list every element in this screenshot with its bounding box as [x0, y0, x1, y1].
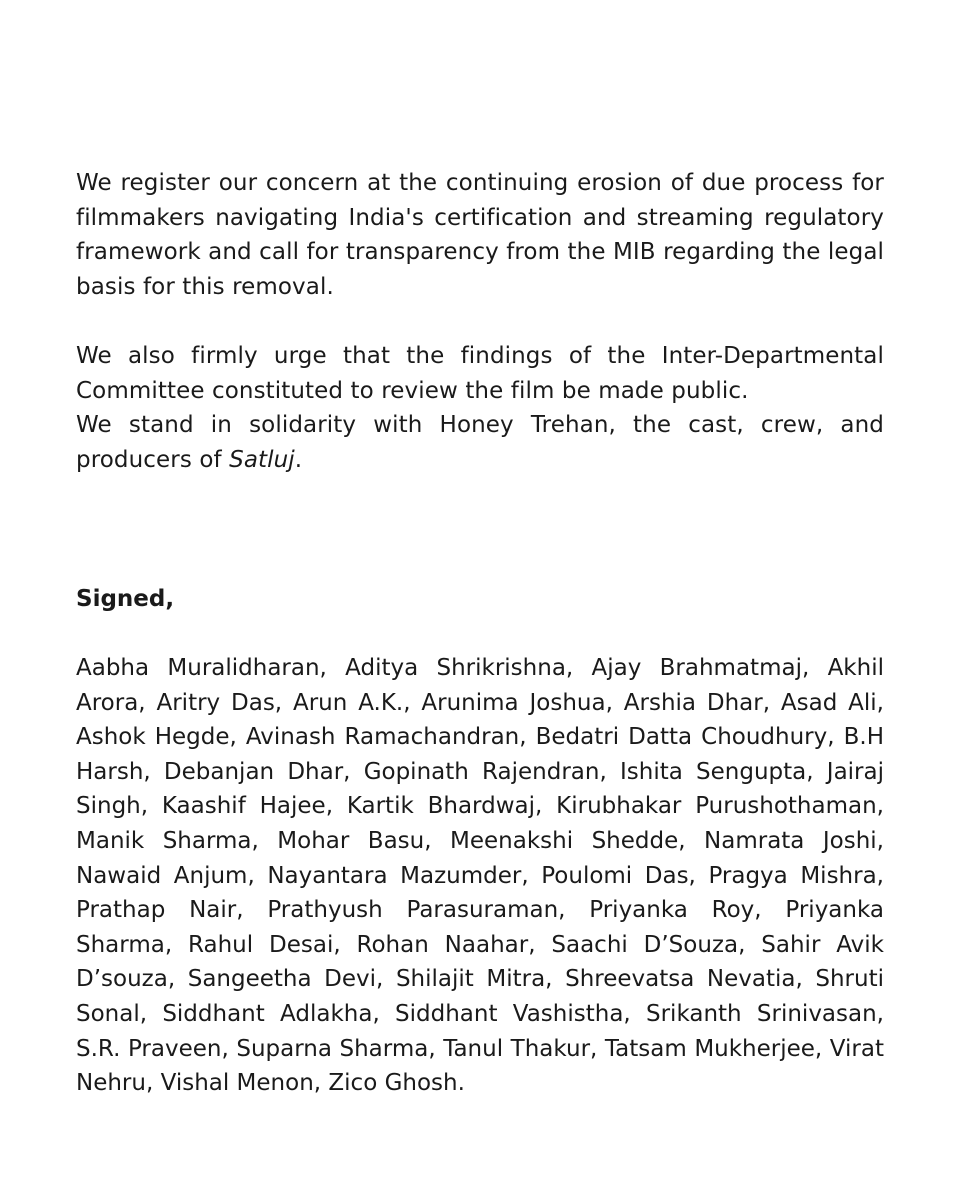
solidarity-text: We stand in solidarity with Honey Trehan, the cast, crew, and producers of [76, 412, 884, 473]
statement-paragraph-findings: We also firmly urge that the findings of the Inter-Departmental Committee constituted to review the film be made public. [76, 343, 884, 404]
statement-paragraph-concern: We register our concern at the continuing erosion of due process for filmmakers navigating India's certification and streaming regulatory framework and call for transparency from the MIB regarding the legal basis for this removal. [76, 170, 885, 300]
solidarity-end: . [294, 446, 303, 473]
signed-heading: Signed, [76, 586, 175, 612]
film-title: Satluj [229, 446, 295, 473]
signatory-list: Aabha Muralidharan, Aditya Shrikrishna, Ajay Brahmatmaj, Akhil Arora, Aritry Das, Arun A.K., Arunima Joshua, Arshia Dhar, Asad Ali, Ashok Hegde, Avinash Ramachandran, Bedatri Datta Choudhury, B.H Harsh, Debanjan Dhar, Gopinath Rajendran, Ishita Sengupta, Jairaj Singh, Kaashif Hajee, Kartik Bhardwaj, Kirubhakar Purushothaman, Manik Sharma, Mohar Basu, Meenakshi Shedde, Namrata Joshi, Nawaid Anjum, Nayantara Mazumder, Poulomi Das, Pragya Mishra, Prathap Nair, Prathyush Parasuraman, Priyanka Roy, Priyanka Sharma, Rahul Desai, Rohan Naahar, Saachi D’Souza, Sahir Avik D’souza, Sangeetha Devi, Shilajit Mitra, Shreevatsa Nevatia, Shruti Sonal, Siddhant Adlakha, Siddhant Vashistha, Srikanth Srinivasan, S.R. Praveen, Suparna Sharma, Tanul Thakur, Tatsam Mukherjee, Virat Nehru, Vishal Menon, Zico Ghosh. [76, 655, 884, 1097]
statement-paragraph-solidarity [76, 408, 884, 477]
